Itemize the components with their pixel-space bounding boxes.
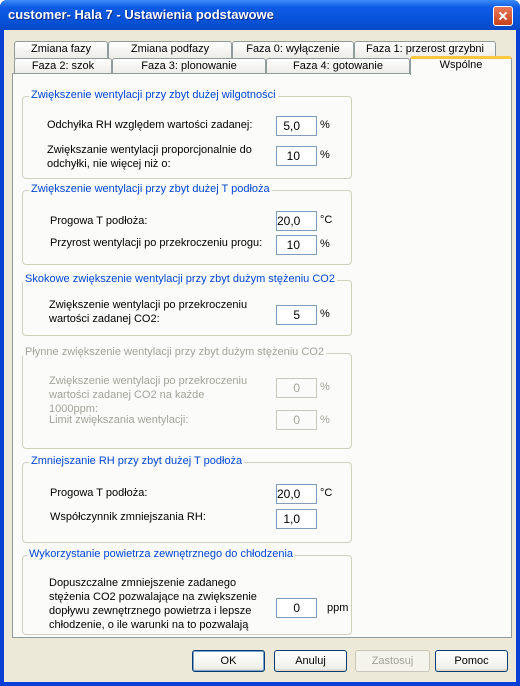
co2-smooth-field[interactable]: 0 (276, 378, 317, 398)
group-title: Płynne zwiększenie wentylacji przy zbyt dużym stężeniu CO2 (25, 346, 324, 358)
tab-label: Wspólne (439, 59, 483, 71)
ventilation-increase-limit-label: Limit zwiększania wentylacji: (49, 414, 189, 426)
group-title: Zwiększenie wentylacji przy zbyt dużej wilgotności (31, 89, 276, 101)
rh-soil-temp-threshold-label: Progowa T podłoża: (50, 487, 148, 499)
cancel-button[interactable]: Anuluj (274, 650, 347, 672)
soil-temp-threshold-unit: °C (320, 214, 333, 226)
help-button[interactable]: Pomoc (435, 650, 508, 672)
tab-label: Faza 4: gotowanie (293, 60, 383, 72)
group-co2-step (22, 273, 352, 336)
tab-label: Faza 2: szok (31, 60, 95, 72)
rh-deviation-label: Odchyłka RH względem wartości zadanej: (47, 119, 253, 131)
tab-faza-4[interactable] (266, 58, 410, 74)
group-rh-reduction (22, 455, 352, 543)
window-title: customer- Hala 7 - Ustawienia podstawowe (8, 7, 274, 22)
tab-label: Zmiana fazy (31, 43, 91, 55)
title-bar[interactable] (0, 0, 520, 30)
co2-step-label: Zwiększenie wentylacji po przekroczeniu wartości zadanej CO2: (49, 299, 248, 325)
group-soil-temperature (22, 183, 352, 265)
tab-faza-2[interactable] (14, 58, 112, 74)
group-title: Zwiększenie wentylacji przy zbyt dużej T podłoża (31, 183, 270, 195)
ventilation-increase-limit-field[interactable]: 0 (276, 410, 317, 430)
group-title: Skokowe zwiększenie wentylacji przy zbyt dużym stężeniu CO2 (25, 273, 335, 285)
tab-panel-wspolne (12, 73, 512, 638)
tab-label: Faza 3: plonowanie (141, 60, 237, 72)
tab-faza-0[interactable] (232, 41, 354, 59)
tab-zmiana-podfazy[interactable] (108, 41, 232, 59)
rh-deviation-unit: % (320, 119, 330, 131)
group-outside-air (22, 548, 352, 635)
co2-reduction-label: Dopuszczalne zmniejszenie zadanego stężenia CO2 pozwalające na zwiększenie dopływu zewnętrznego powietrza i lepsze chłodzenie, o ile warunki na to pozwalają (49, 577, 257, 631)
apply-button[interactable]: Zastosuj (355, 650, 430, 672)
group-humidity (22, 89, 352, 179)
group-title: Zmniejszanie RH przy zbyt dużej T podłoża (31, 455, 243, 467)
group-title: Wykorzystanie powietrza zewnętrznego do chłodzenia (29, 548, 294, 560)
dialog-client-area (4, 30, 516, 682)
tab-zmiana-fazy[interactable] (14, 41, 108, 59)
ventilation-increase-unit: % (320, 238, 330, 250)
tab-label: Faza 0: wyłączenie (246, 43, 340, 55)
tab-label: Faza 1: przerost grzybni (366, 43, 484, 55)
co2-step-field[interactable]: 5 (276, 305, 317, 325)
co2-smooth-label: Zwiększenie wentylacji po przekroczeniu wartości zadanej CO2 na każde 1000ppm: (49, 375, 248, 415)
soil-temp-threshold-label: Progowa T podłoża: (50, 215, 148, 227)
ventilation-increase-label: Przyrost wentylacji po przekroczeniu progu: (50, 237, 263, 249)
tab-label: Zmiana podfazy (130, 43, 210, 55)
ventilation-limit-label: Zwiększanie wentylacji proporcjonalnie do odchyłki, nie więcej niż o: (47, 144, 252, 170)
tab-faza-3[interactable] (112, 58, 266, 74)
close-icon[interactable] (493, 6, 513, 26)
rh-soil-temp-threshold-field[interactable]: 20,0 (276, 484, 317, 504)
group-co2-smooth (22, 346, 352, 449)
rh-deviation-field[interactable]: 5,0 (276, 116, 317, 136)
ventilation-increase-limit-unit: % (320, 414, 330, 426)
co2-reduction-field[interactable]: 0 (276, 598, 317, 618)
rh-soil-temp-threshold-unit: °C (320, 487, 333, 499)
ventilation-limit-field[interactable]: 10 (276, 146, 317, 166)
co2-reduction-unit: ppm (327, 602, 349, 614)
rh-reduction-factor-field[interactable]: 1,0 (276, 509, 317, 529)
ventilation-increase-field[interactable]: 10 (276, 235, 317, 255)
co2-smooth-unit: % (320, 381, 330, 393)
ventilation-limit-unit: % (320, 149, 330, 161)
soil-temp-threshold-field[interactable]: 20,0 (276, 211, 317, 231)
ok-button[interactable]: OK (192, 650, 265, 672)
tab-wspolne[interactable] (410, 56, 512, 75)
co2-step-unit: % (320, 308, 330, 320)
rh-reduction-factor-label: Współczynnik zmniejszania RH: (50, 511, 206, 523)
